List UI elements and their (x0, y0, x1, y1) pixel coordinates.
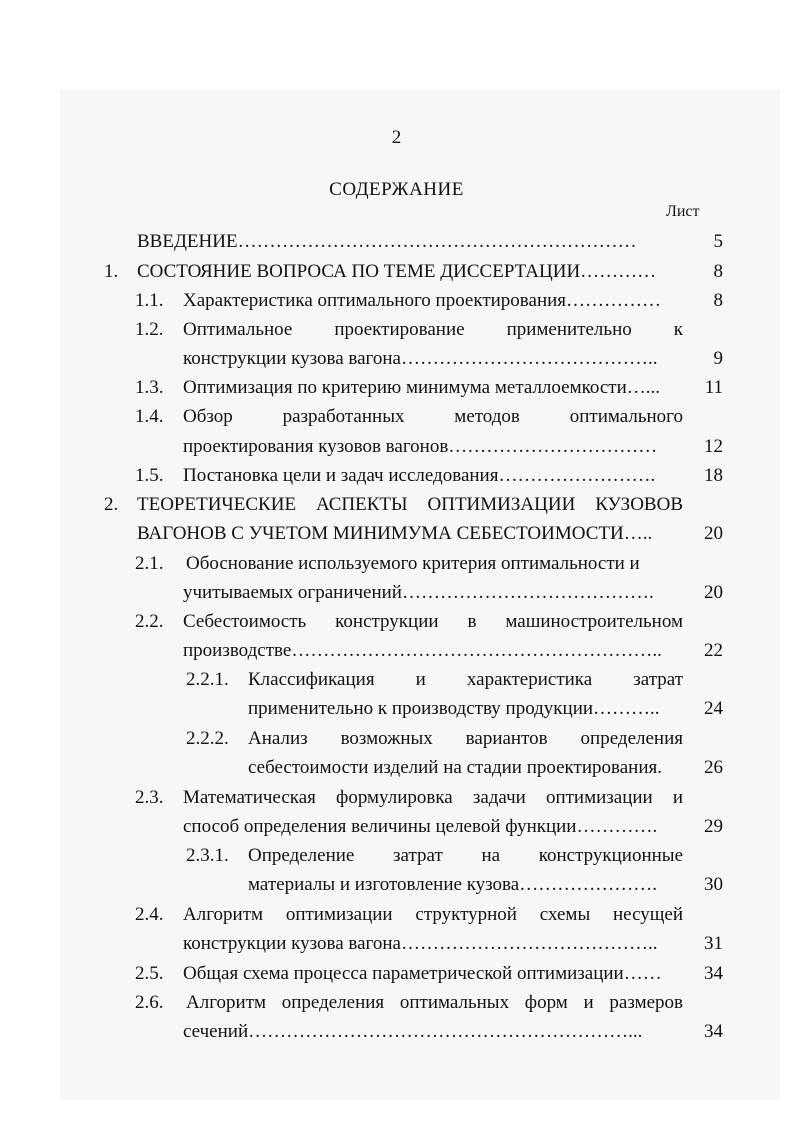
toc-entry-page: 5 (713, 231, 723, 252)
toc-entry-text-continued: конструкции кузова вагона………………………………….. (183, 348, 658, 369)
toc-entry-text: Характеристика оптимального проектирования…………… (183, 290, 662, 311)
toc-entry-page: 24 (704, 698, 723, 719)
toc-entry-text: Оптимизация по критерию минимума металлоемкости…... (183, 377, 660, 398)
toc-entry-text: Обзор разработанных методов оптимального (183, 406, 683, 427)
toc-entry-page: 31 (704, 933, 723, 954)
toc-entry-text-continued: применительно к производству продукции……….. (248, 698, 660, 719)
toc-entry-text-continued: проектирования кузовов вагонов…………………………… (183, 436, 658, 457)
toc-entry-page: 34 (704, 1021, 723, 1042)
toc-entry-text-continued: ВАГОНОВ С УЧЕТОМ МИНИМУМА СЕБЕСТОИМОСТИ….. (137, 523, 653, 544)
toc-entry-page: 34 (704, 963, 723, 984)
toc-entry-text: Себестоимость конструкции в машиностроительном (183, 611, 683, 632)
toc-entry-page: 12 (704, 436, 723, 457)
toc-entry-text: Постановка цели и задач исследования……………………. (183, 465, 656, 486)
toc-entry-number: 2.4. (135, 904, 164, 925)
toc-entry-page: 29 (704, 816, 723, 837)
toc-entry-page: 9 (713, 348, 723, 369)
toc-entry-number: 2.3.1. (186, 845, 229, 866)
toc-entry-text: Определение затрат на конструкционные (248, 845, 683, 866)
toc-entry-text-continued: конструкции кузова вагона………………………………….. (183, 933, 658, 954)
page-number: 2 (391, 127, 402, 148)
toc-entry-number: 1.5. (135, 465, 164, 486)
toc-title: СОДЕРЖАНИЕ (329, 179, 464, 200)
toc-entry-page: 18 (704, 465, 723, 486)
list-column-label: Лист (666, 203, 700, 220)
toc-entry-text: Математическая формулировка задачи оптимизации и (183, 787, 683, 808)
toc-entry-number: 2. (104, 494, 119, 515)
toc-entry-number: 2.1. (135, 553, 164, 574)
toc-entry-text: СОСТОЯНИЕ ВОПРОСА ПО ТЕМЕ ДИССЕРТАЦИИ………… (137, 261, 657, 282)
toc-entry-text-continued: материалы и изготовление кузова…………………. (248, 874, 657, 895)
toc-entry-number: 1.4. (135, 406, 164, 427)
toc-entry-number: 2.6. (135, 992, 164, 1013)
toc-entry-number: 1.1. (135, 290, 164, 311)
toc-entry-text: Общая схема процесса параметрической оптимизации…… (183, 963, 662, 984)
toc-entry-page: 30 (704, 874, 723, 895)
toc-entry-text: Алгоритм определения оптимальных форм и размеров (186, 992, 683, 1013)
toc-entry-page: 22 (704, 640, 723, 661)
toc-entry-page: 26 (704, 757, 723, 778)
toc-entry-number: 2.2.1. (186, 669, 229, 690)
toc-entry-number: 1.2. (135, 319, 164, 340)
toc-entry-text-continued: себестоимости изделий на стадии проектирования. (248, 757, 662, 778)
toc-entry-number: 1. (104, 261, 119, 282)
toc-entry-text: Анализ возможных вариантов определения (248, 728, 683, 749)
toc-entry-page: 8 (713, 261, 723, 282)
toc-entry-number: 1.3. (135, 377, 164, 398)
toc-entry-number: 2.2.2. (186, 728, 229, 749)
toc-entry-page: 8 (713, 290, 723, 311)
toc-entry-text: Оптимальное проектирование применительно к (183, 319, 683, 340)
toc-entry-page: 20 (704, 582, 723, 603)
toc-entry-number: 2.2. (135, 611, 164, 632)
toc-entry-number: 2.5. (135, 963, 164, 984)
toc-entry-text: ВВЕДЕНИЕ……………………………………………………… (137, 231, 637, 252)
toc-entry-text-continued: производстве………………………………………………….. (183, 640, 662, 661)
toc-entry-text: Классификация и характеристика затрат (248, 669, 683, 690)
toc-entry-text: ТЕОРЕТИЧЕСКИЕ АСПЕКТЫ ОПТИМИЗАЦИИ КУЗОВОВ (137, 494, 683, 515)
toc-entry-text-continued: сечений……………………………………………………... (183, 1021, 643, 1042)
toc-entry-number: 2.3. (135, 787, 164, 808)
toc-entry-page: 11 (704, 377, 723, 398)
toc-entry-text-continued: учитываемых ограничений…………………………………. (183, 582, 654, 603)
toc-entry-page: 20 (704, 523, 723, 544)
toc-entry-text-continued: способ определения величины целевой функции…………. (183, 816, 658, 837)
toc-entry-text: Алгоритм оптимизации структурной схемы несущей (183, 904, 683, 925)
toc-entry-text: Обоснование используемого критерия оптимальности и (186, 553, 640, 574)
